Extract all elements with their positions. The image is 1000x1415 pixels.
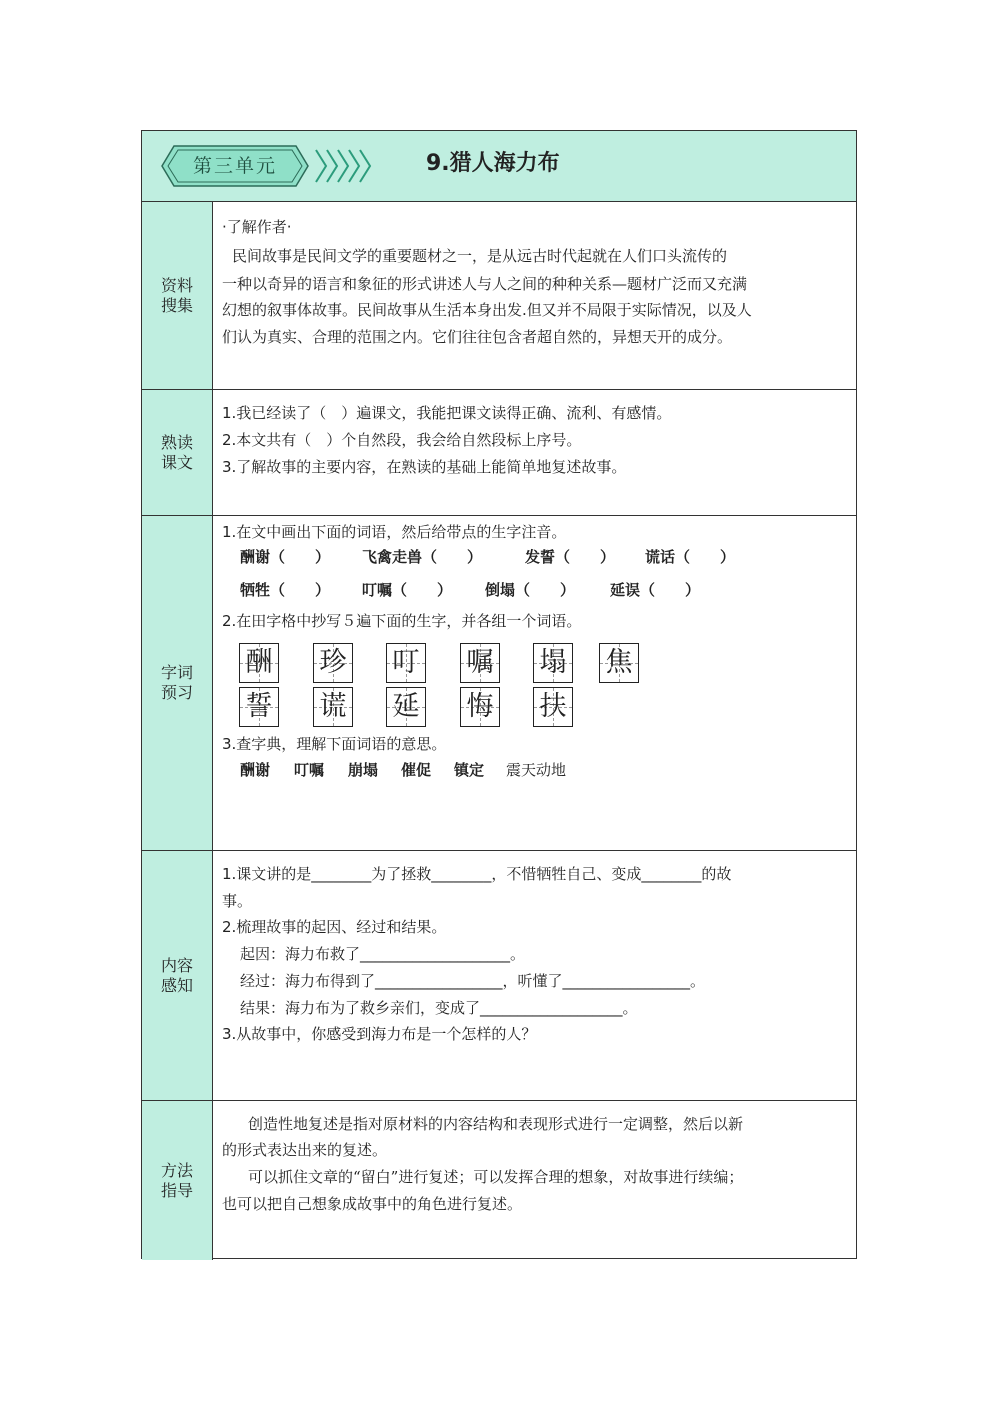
task-item: 1.在文中画出下面的词语，然后给带点的生字注音。 (222, 523, 567, 541)
task-item: 2.梳理故事的起因、经过和结果。 (222, 918, 447, 936)
vocab-word: 崩塌 (348, 761, 379, 779)
worksheet (141, 130, 857, 1259)
tianzige-cell: 珍 (313, 643, 353, 683)
worksheet-header (142, 131, 856, 202)
unit-badge (160, 144, 310, 188)
paragraph-line: 创造性地复述是指对原材料的内容结构和表现形式进行一定调整，然后以新 (248, 1115, 744, 1133)
pinyin-word: 发誓（ ） (525, 548, 616, 566)
tianzige-cell: 誓 (239, 687, 279, 727)
task-item: 1.我已经读了（ ）遍课文，我能把课文读得正确、流利、有感情。 (222, 404, 672, 422)
vocab-word: 镇定 (454, 761, 485, 779)
section-label: 内容感知 (142, 851, 213, 1100)
pinyin-word: 飞禽走兽（ ） (362, 548, 483, 566)
section-label: 资料搜集 (142, 202, 213, 389)
section-label: 熟读课文 (142, 390, 213, 515)
cause-line: 起因：海力布救了____________________。 (240, 945, 526, 963)
section-ziliao (142, 202, 856, 390)
tianzige-cell: 悔 (460, 687, 500, 727)
tianzige-cell: 嘱 (460, 643, 500, 683)
pinyin-word: 谎话（ ） (645, 548, 736, 566)
vocab-word: 叮嘱 (294, 761, 325, 779)
paragraph-line: 可以抓住文章的“留白”进行复述；可以发挥合理的想象，对故事进行续编； (248, 1168, 744, 1186)
task-item: 2.本文共有（ ）个自然段，我会给自然段标上序号。 (222, 431, 582, 449)
tianzige-cell: 焦 (599, 643, 639, 683)
tianzige-cell: 塌 (533, 643, 573, 683)
paragraph-line: 一种以奇异的语言和象征的形式讲述人与人之间的种种关系—题材广泛而又充满 (222, 275, 748, 293)
task-item: 1.课文讲的是________为了拯救________，不惜牺牲自己、变成________的故 (222, 865, 732, 883)
tianzige-cell: 谎 (313, 687, 353, 727)
paragraph-line: 民间故事是民间文学的重要题材之一，是从远古时代起就在人们口头流传的 (232, 247, 728, 265)
tianzige-cell: 叮 (386, 643, 426, 683)
process-line: 经过：海力布得到了_________________，听懂了_________________。 (240, 972, 706, 990)
unit-label: 第三单元 (192, 155, 277, 177)
pinyin-word: 延误（ ） (610, 581, 701, 599)
pinyin-word: 牺牲（ ） (240, 581, 331, 599)
section-fangfa (142, 1101, 856, 1260)
vocab-word: 酬谢 (240, 761, 271, 779)
section-label: 方法指导 (142, 1101, 213, 1260)
task-item: 3.查字典，理解下面词语的意思。 (222, 735, 447, 753)
result-line: 结果：海力布为了救乡亲们，变成了___________________。 (240, 999, 638, 1017)
paragraph-line: 的形式表达出来的复述。 (222, 1141, 388, 1159)
section-heading: ·了解作者· (222, 218, 292, 236)
lesson-title: 9.猎人海力布 (426, 151, 560, 176)
task-item: 3.了解故事的主要内容，在熟读的基础上能简单地复述故事。 (222, 458, 627, 476)
tianzige-cell: 酬 (239, 643, 279, 683)
paragraph-line: 们认为真实、合理的范围之内。它们往往包含者超自然的，异想天开的成分。 (222, 328, 733, 346)
section-label: 字词预习 (142, 516, 213, 850)
pinyin-word: 倒塌（ ） (485, 581, 576, 599)
task-item: 2.在田字格中抄写５遍下面的生字，并各组一个词语。 (222, 612, 582, 630)
section-neirong (142, 851, 856, 1101)
paragraph-line: 幻想的叙事体故事。民间故事从生活本身出发.但又并不局限于实际情况，以及人 (222, 301, 752, 319)
tianzige-cell: 扶 (533, 687, 573, 727)
pinyin-word: 酬谢（ ） (240, 548, 331, 566)
pinyin-word: 叮嘱（ ） (362, 581, 453, 599)
section-shudu (142, 390, 856, 516)
chevron-arrows-icon (314, 146, 374, 186)
task-item: 3.从故事中，你感受到海力布是一个怎样的人？ (222, 1025, 537, 1043)
task-item: 事。 (222, 892, 253, 910)
tianzige-cell: 延 (386, 687, 426, 727)
section-zici (142, 516, 856, 851)
paragraph-line: 也可以把自己想象成故事中的角色进行复述。 (222, 1195, 523, 1213)
vocab-word: 震天动地 (506, 761, 567, 779)
vocab-word: 催促 (401, 761, 432, 779)
